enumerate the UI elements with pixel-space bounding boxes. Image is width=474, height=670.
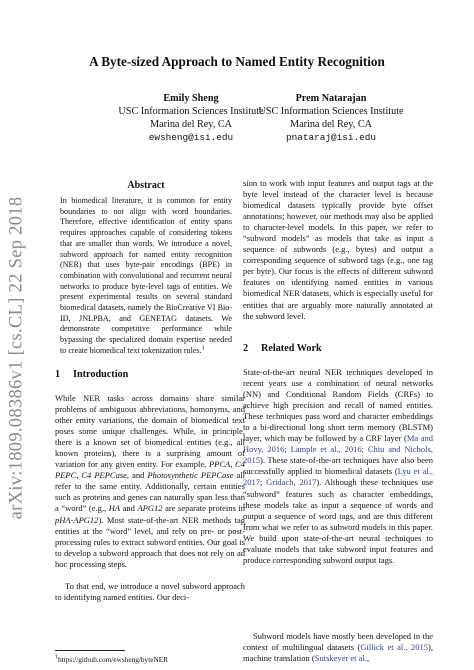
author-affiliation: USC Information Sciences Institute [118,106,264,117]
text-run: ; [260,477,267,488]
text-run: Subword models have mostly been developed in the context of multilingual datasets ( [243,631,433,653]
citation-link[interactable]: Chiu and Nichols, 2015 [243,444,433,466]
section-heading-related-work [243,343,322,354]
author-name: Emily Sheng [163,93,219,104]
author-block-2 [236,92,426,144]
text-run: ; [284,444,291,455]
text-run: ; [361,444,368,455]
author-location: Marina del Rey, CA [290,119,372,130]
text-run: ). These state-of-the-art techniques have also been successfully applied to biomedical datasets ( [243,455,433,477]
arxiv-stamp-text: arXiv:1809.08386v1 [cs.CL] 22 Sep 2018 [6,196,27,520]
related-work-paragraph-2 [243,631,433,664]
citation-link[interactable]: Gridach, 2017 [266,477,317,488]
author-location: Marina del Rey, CA [150,119,232,130]
text-run: , and [126,470,148,481]
section-heading-introduction [55,369,128,380]
arxiv-stamp [6,178,28,538]
text-run: While NER tasks across domains share similar problems of ambiguous abbreviations, homonyms, and other entity variations, the domain of biomedical text poses some unique challenges. While, in principle, there is a known set of biomedical entities (e.g., all known proteins), there is a surprising amount of variation for any given entity. For example, [55,393,245,470]
text-run: State-of-the-art neural NER techniques developed in recent years use a combination of neural networks (NN) and Conditional Random Fields (CRFs) to achieve high precision and recall of named entities. These techniques pass word and character embeddings to a bi-directional long short term memory (BLSTM) layer, which may be followed by a CRF layer ( [243,367,433,444]
author-affiliation: USC Information Sciences Institute [258,106,404,117]
intro-paragraph-2: To that end, we introduce a novel subword approach to identifying named entities. Our deci- [55,581,245,603]
text-run: all refer to the same entity. Additionally, certain entities such as proteins and genes can naturally span less than a “word” (e.g., [55,470,246,514]
footnote-rule [55,650,125,651]
citation-link[interactable]: Sutskever et al. [314,653,367,664]
text-run: and [120,503,138,514]
author-name: Prem Natarajan [295,93,367,104]
footnote-marker: 1 [201,345,205,352]
author-email: pnataraj@isi.edu [285,132,376,143]
citation-link[interactable]: Ma and Hovy, 2016 [243,433,433,455]
section-number: 2 [243,343,249,354]
related-work-paragraph-1 [243,367,433,566]
intro-paragraph-1 [55,393,245,570]
abstract-body: In biomedical literature, it is common for entity boundaries to not align with word boundaries. Therefore, effective identification of entity spans requires approaches capable of considering tokens that are smaller than words. We introduce a novel, subword approach for named entity recognition (NER) that uses byte-pair encodings (BPE) in combination with convolutional and recurrent neural networks to produce byte-level tags of entities. We present experimental results on several standard biomedical datasets, namely the BioCreative VI Bio-ID, JNLPBA, and GENETAG datasets. We demonstrate competitive performance while bypassing the specialized domain expertise needed to create biomedical text tokenization rules. [60,196,232,355]
abstract-heading: Abstract [127,180,165,191]
text-run: ). Although these techniques use “subword” features such as character embeddings, these models take as input a sequence of words and output a sequence of word tags, and are thus different from what we refer to as subword models in this paper. We build upon state-of-the-art neural techniques to evaluate models that take subword input features and produce corresponding subword output tags. [243,477,433,565]
abstract-text [60,196,232,357]
entity-example: Photosynthetic PEPCase [147,470,234,481]
citation-link[interactable]: Gillick et al., 2015 [360,642,429,653]
footnote [55,655,168,664]
entity-example: HA [108,503,121,514]
citation-link[interactable]: Lample et al., 2016 [290,444,362,455]
entity-example: PPCA, C4 PEPC, C4 PEPCase [55,459,245,481]
entity-example: APG12 [137,503,163,514]
footnote-url[interactable]: https://github.com/ewsheng/byteNER [58,655,169,664]
author-email: ewsheng@isi.edu [148,132,234,143]
paper-title: A Byte-sized Approach to Named Entity Recognition [89,54,385,69]
text-run: ), machine translation ( [243,642,433,664]
text-run: are separate proteins in [162,503,245,514]
footnote-marker: 1 [55,654,58,661]
citation-link[interactable]: Lyu et al., 2017 [243,466,433,488]
intro-paragraph-continued: sion to work with input features and output tags at the byte level instead of the character level is because biomedical datasets typically provide byte offset annotations; however, our methods may also be applied to character-level models. In this paper, we refer to “subword models” as models that take as input a sequence of subwords (e.g., bytes) and output a corresponding sequence of subword tags (e.g., one tag per byte). Our focus is the effects of different subword features on identifying named entities in various biomedical NER datasets, which is especially useful for entities that are arguably more naturally annotated at the subword level. [243,178,433,321]
text-run: ). Most state-of-the-art NER methods tag entities at the “word” level, and rely on pre- or post-processing rules to extract subword entities. Our goal is to develop a subword approach that does not rely on ad hoc processing steps. [55,514,245,569]
entity-example: pHA-APG12 [55,514,99,525]
section-title: Introduction [73,369,129,380]
text-run: , [366,653,370,664]
section-number: 1 [55,369,61,380]
section-title: Related Work [261,343,322,354]
